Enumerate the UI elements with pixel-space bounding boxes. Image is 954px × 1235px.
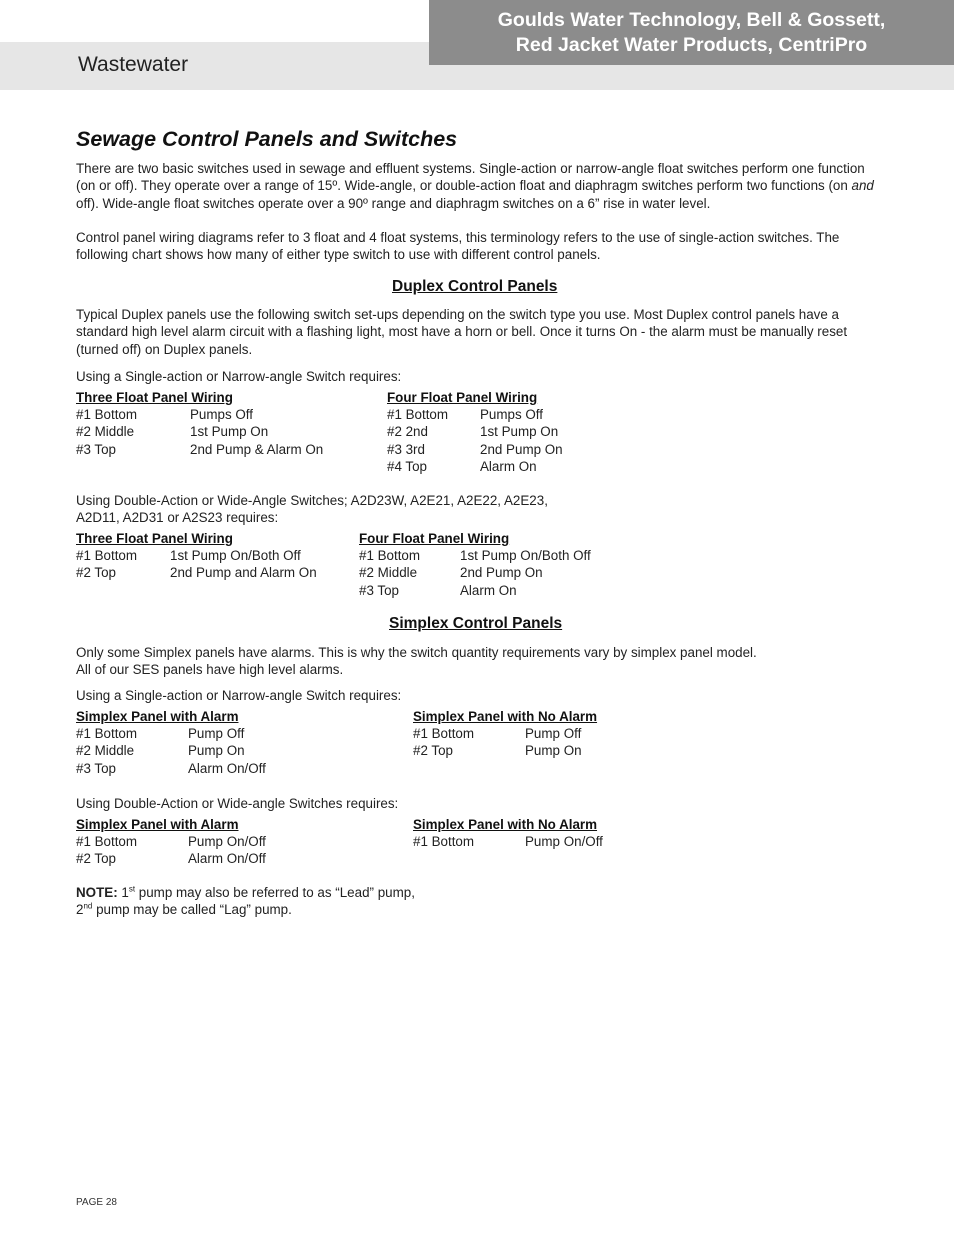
- table-title: Four Float Panel Wiring: [359, 531, 510, 546]
- duplex-double-four-float: [359, 530, 591, 599]
- section-label: Wastewater: [78, 53, 189, 76]
- float-function: Pump On/Off: [525, 834, 603, 850]
- table-row: [413, 742, 597, 759]
- duplex-single-four-float: [387, 389, 563, 475]
- table-row: [76, 742, 266, 759]
- brand-line-1: Goulds Water Technology, Bell & Gossett,: [497, 9, 886, 31]
- table-row: [387, 458, 563, 475]
- float-position: #2 Top: [413, 743, 453, 759]
- float-position: #1 Bottom: [413, 834, 475, 850]
- note-line-2: 2nd pump may be called “Lag” pump.: [76, 901, 292, 917]
- float-position: #1 Bottom: [76, 548, 138, 564]
- table-row: [413, 833, 603, 850]
- table-title: Three Float Panel Wiring: [76, 390, 233, 405]
- duplex-double-intro-1: Using Double-Action or Wide-Angle Switches; A2D23W, A2E21, A2E22, A2E23,: [76, 493, 548, 508]
- float-position: #3 Top: [359, 582, 399, 598]
- note-line-1: NOTE: 1st pump may also be referred to as “Lead” pump,: [76, 884, 415, 900]
- float-function: Pump Off: [188, 726, 245, 742]
- simplex-single-with-alarm: [76, 708, 266, 777]
- duplex-single-three-float: [76, 389, 323, 458]
- simplex-single-no-alarm: [413, 708, 597, 760]
- float-position: #1 Bottom: [76, 726, 138, 742]
- duplex-paragraph: Typical Duplex panels use the following switch set-ups depending on the switch type you use. Most Duplex control panels have a standard high level alarm circuit with a flashing light, most have a horn or bell. Once it turns On - the alarm must be manually reset (turned off) on Duplex panels.: [76, 307, 848, 357]
- page-number: PAGE 28: [76, 1197, 117, 1208]
- float-position: #1 Bottom: [387, 407, 449, 423]
- simplex-heading: Simplex Control Panels: [389, 615, 563, 632]
- simplex-double-intro: Using Double-Action or Wide-angle Switches requires:: [76, 796, 399, 811]
- float-function: Pump On/Off: [188, 834, 266, 850]
- table-title: Three Float Panel Wiring: [76, 531, 233, 546]
- float-function: 1st Pump On/Both Off: [170, 548, 301, 564]
- table-row: [359, 547, 591, 564]
- table-row: [76, 423, 323, 440]
- simplex-double-with-alarm: [76, 816, 266, 868]
- float-function: Alarm On/Off: [188, 760, 266, 776]
- table-title: Simplex Panel with No Alarm: [413, 709, 598, 724]
- table-row: [76, 564, 317, 581]
- float-function: Pumps Off: [480, 407, 544, 423]
- duplex-double-intro-2: A2D11, A2D31 or A2S23 requires:: [76, 510, 279, 525]
- float-function: 2nd Pump & Alarm On: [190, 441, 324, 457]
- table-row: [413, 725, 597, 742]
- table-row: [76, 406, 323, 423]
- float-function: 2nd Pump On: [460, 565, 543, 581]
- float-position: #3 Top: [76, 441, 116, 457]
- table-row: [76, 441, 323, 458]
- table-row: [359, 582, 591, 599]
- intro-paragraph-2: Control panel wiring diagrams refer to 3 float and 4 float systems, this terminology refers to the use of single-action switches. The following chart shows how many of either type switch to use with different control panels.: [76, 230, 840, 263]
- simplex-paragraph-2: All of our SES panels have high level alarms.: [76, 662, 344, 677]
- table-title: Simplex Panel with Alarm: [76, 817, 239, 832]
- float-function: Pumps Off: [190, 407, 254, 423]
- duplex-double-three-float: [76, 530, 317, 582]
- float-position: #2 Top: [76, 851, 116, 867]
- float-position: #3 Top: [76, 760, 116, 776]
- float-function: Alarm On/Off: [188, 851, 266, 867]
- page-title: Sewage Control Panels and Switches: [76, 127, 458, 151]
- table-row: [387, 423, 563, 440]
- table-row: [359, 564, 591, 581]
- table-row: [387, 441, 563, 458]
- float-position: #2 2nd: [387, 424, 428, 440]
- simplex-paragraph-1: Only some Simplex panels have alarms. This is why the switch quantity requirements vary by simplex panel model.: [76, 645, 757, 660]
- table-title: Simplex Panel with No Alarm: [413, 817, 598, 832]
- float-position: #3 3rd: [387, 441, 425, 457]
- float-position: #1 Bottom: [359, 548, 421, 564]
- float-position: #1 Bottom: [76, 407, 138, 423]
- float-function: 1st Pump On: [190, 424, 269, 440]
- float-position: #1 Bottom: [76, 834, 138, 850]
- table-title: Simplex Panel with Alarm: [76, 709, 239, 724]
- float-function: 1st Pump On: [480, 424, 559, 440]
- brand-banner: [429, 0, 954, 65]
- simplex-single-intro: Using a Single-action or Narrow-angle Switch requires:: [76, 688, 402, 703]
- intro-paragraph-1: There are two basic switches used in sewage and effluent systems. Single-action or narrow-angle float switches perform one function (on or off). They operate over a range of 15º. Wide-angle, or double-action float and diaphragm switches perform two functions (on and off). Wide-angle float switches operate over a 90º range and diaphragm switches on a 6” rise in water level.: [76, 161, 874, 211]
- float-position: #4 Top: [387, 458, 427, 474]
- float-position: #2 Middle: [76, 424, 135, 440]
- float-function: Alarm On: [460, 582, 517, 598]
- float-function: 2nd Pump On: [480, 441, 563, 457]
- float-function: Pump Off: [525, 726, 582, 742]
- float-function: Alarm On: [480, 458, 537, 474]
- note-label: NOTE:: [76, 885, 118, 900]
- table-row: [76, 833, 266, 850]
- float-position: #2 Top: [76, 565, 116, 581]
- table-row: [76, 547, 317, 564]
- table-row: [76, 725, 266, 742]
- table-row: [387, 406, 563, 423]
- float-position: #2 Middle: [76, 743, 135, 759]
- table-row: [76, 850, 266, 867]
- float-position: #1 Bottom: [413, 726, 475, 742]
- float-function: 2nd Pump and Alarm On: [170, 565, 317, 581]
- table-row: [76, 760, 266, 777]
- duplex-heading: Duplex Control Panels: [392, 278, 558, 295]
- float-function: Pump On: [525, 743, 582, 759]
- float-position: #2 Middle: [359, 565, 418, 581]
- float-function: Pump On: [188, 743, 245, 759]
- table-title: Four Float Panel Wiring: [387, 390, 538, 405]
- simplex-double-no-alarm: [413, 816, 603, 850]
- brand-line-2: Red Jacket Water Products, CentriPro: [515, 34, 868, 56]
- float-function: 1st Pump On/Both Off: [460, 548, 591, 564]
- duplex-single-intro: Using a Single-action or Narrow-angle Switch requires:: [76, 369, 402, 384]
